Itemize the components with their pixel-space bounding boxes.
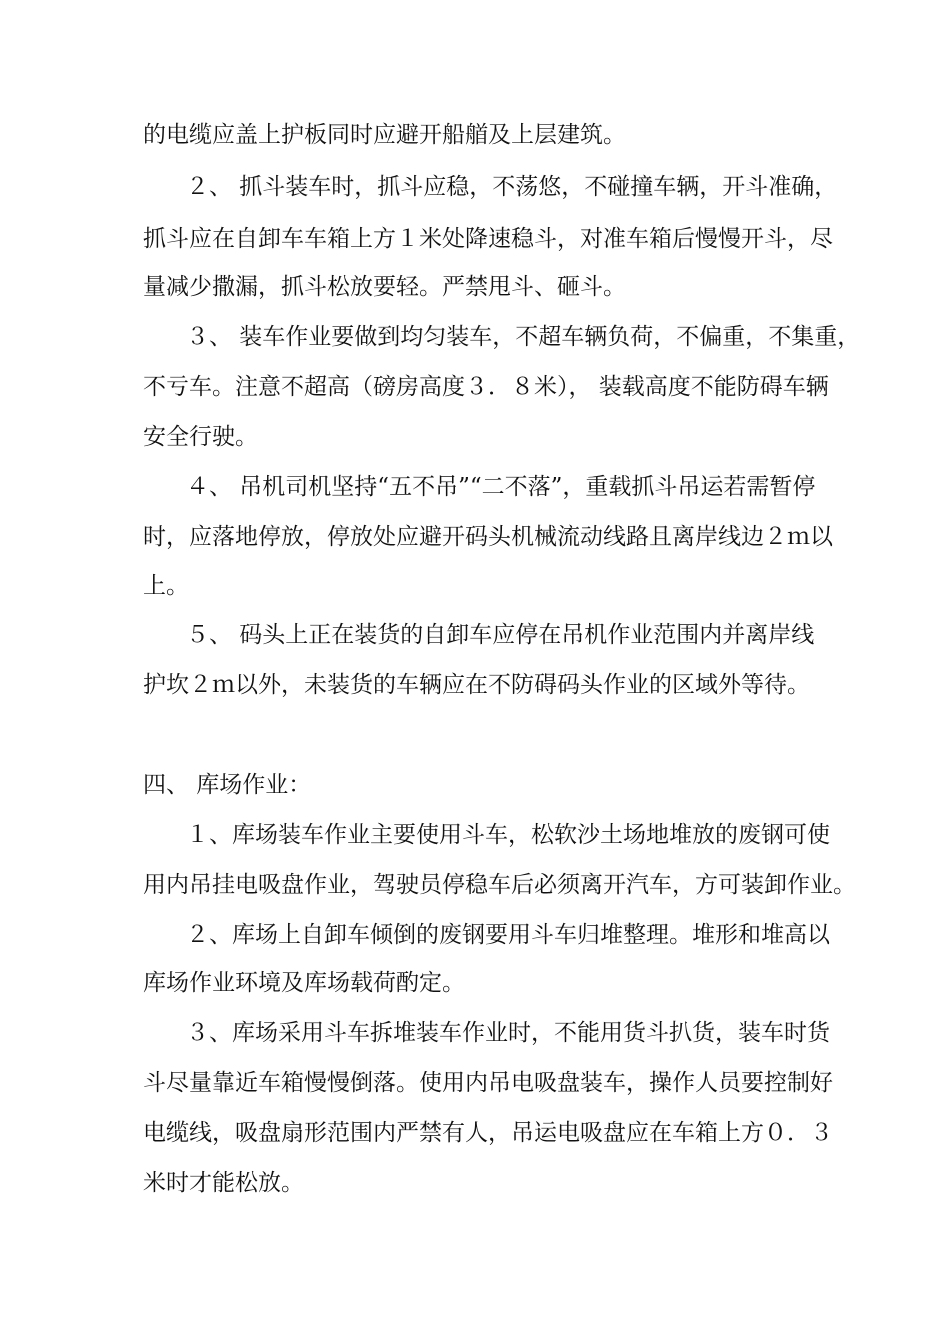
text-line-item-4: ４、 吊机司机坚持“五不吊”“二不落”，重载抓斗吊运若需暂停 xyxy=(186,474,816,500)
text-line-item-3: ３、 装车作业要做到均匀装车，不超车辆负荷，不偏重，不集重， xyxy=(186,324,861,350)
text-line: 电缆线，吸盘扇形范围内严禁有人，吊运电吸盘应在车箱上方０．３ xyxy=(143,1120,833,1146)
section-heading: 四、 库场作业： xyxy=(143,772,312,798)
text-line-item-2: ２、库场上自卸车倾倒的废钢要用斗车归堆整理。堆形和堆高以 xyxy=(186,922,830,948)
text-line: 上。 xyxy=(143,573,189,599)
text-line-item-5: ５、 码头上正在装货的自卸车应停在吊机作业范围内并离岸线 xyxy=(186,622,815,648)
text-line-item-3: ３、库场采用斗车拆堆装车作业时，不能用货斗扒货，装车时货 xyxy=(186,1020,830,1046)
text-line: 米时才能松放。 xyxy=(143,1170,304,1196)
text-line: 的电缆应盖上护板同时应避开船艏及上层建筑。 xyxy=(143,122,626,148)
text-line: 安全行驶。 xyxy=(143,424,258,450)
text-line: 抓斗应在自卸车车箱上方１米处降速稳斗，对准车箱后慢慢开斗，尽 xyxy=(143,226,833,252)
text-line: 斗尽量靠近车箱慢慢倒落。使用内吊电吸盘装车，操作人员要控制好 xyxy=(143,1070,833,1096)
text-line-item-1: １、库场装车作业主要使用斗车，松软沙土场地堆放的废钢可使 xyxy=(186,822,830,848)
text-line: 用内吊挂电吸盘作业，驾驶员停稳车后必须离开汽车，方可装卸作业。 xyxy=(143,872,856,898)
text-line-item-2: ２、 抓斗装车时，抓斗应稳，不荡悠，不碰撞车辆，开斗准确， xyxy=(186,174,838,200)
text-line: 不亏车。注意不超高（磅房高度３．８米）， 装载高度不能防碍车辆 xyxy=(143,374,829,400)
text-line: 量减少撒漏，抓斗松放要轻。严禁甩斗、砸斗。 xyxy=(143,274,626,300)
text-line: 时，应落地停放，停放处应避开码头机械流动线路且离岸线边２ｍ以 xyxy=(143,524,833,550)
text-line: 库场作业环境及库场载荷酌定。 xyxy=(143,970,465,996)
text-line: 护坎２ｍ以外，未装货的车辆应在不防碍码头作业的区域外等待。 xyxy=(143,672,810,698)
